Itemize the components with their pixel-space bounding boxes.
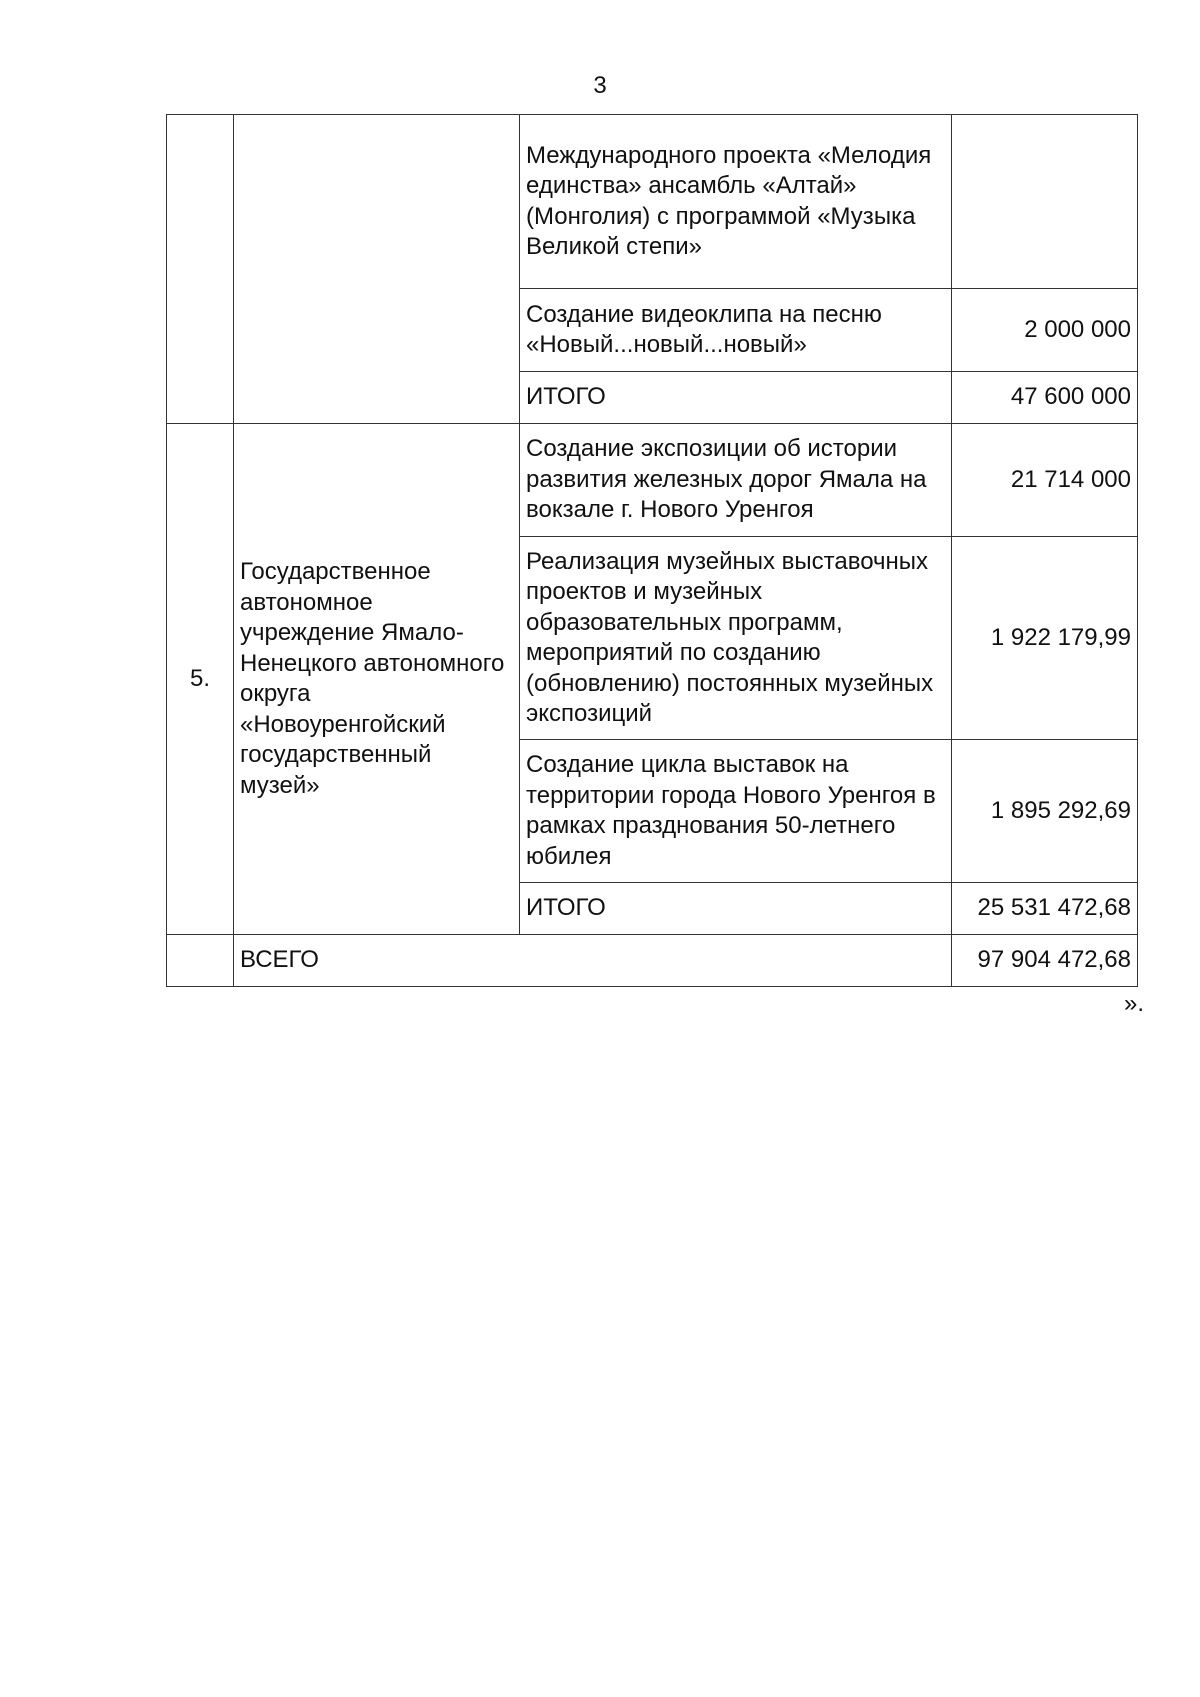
amount-cell: 21 714 000	[952, 424, 1138, 537]
subtotal-label: ИТОГО	[520, 372, 952, 424]
subtotal-amount: 25 531 472,68	[952, 883, 1138, 935]
subtotal-label: ИТОГО	[520, 883, 952, 935]
grand-total-label: ВСЕГО	[234, 935, 952, 987]
organization-cell	[234, 115, 520, 424]
table-row	[167, 424, 1138, 537]
organization-cell: Государственное автономное учреждение Ямало-Ненецкого автономного округа «Новоуренгойский государственный музей»	[234, 424, 520, 935]
activity-cell: Создание видеоклипа на песню «Новый...новый...новый»	[520, 289, 952, 372]
activity-cell: Реализация музейных выставочных проектов и музейных образовательных программ, мероприятий по созданию (обновлению) постоянных музейных экспозиций	[520, 537, 952, 740]
activity-cell: Создание экспозиции об истории развития железных дорог Ямала на вокзале г. Нового Уренгоя	[520, 424, 952, 537]
number-cell	[167, 935, 234, 987]
grand-total-row	[167, 935, 1138, 987]
page-number: 3	[593, 72, 607, 99]
activity-cell: Создание цикла выставок на территории города Нового Уренгоя в рамках празднования 50-летнего юбилея	[520, 740, 952, 883]
funding-table	[166, 114, 1138, 987]
number-cell: 5.	[167, 424, 234, 935]
amount-cell: 1 895 292,69	[952, 740, 1138, 883]
number-cell	[167, 115, 234, 424]
grand-total-amount: 97 904 472,68	[952, 935, 1138, 987]
subtotal-amount: 47 600 000	[952, 372, 1138, 424]
amount-cell: 2 000 000	[952, 289, 1138, 372]
activity-cell: Международного проекта «Мелодия единства» ансамбль «Алтай» (Монголия) с программой «Музыка Великой степи»	[520, 115, 952, 289]
table-row	[167, 115, 1138, 289]
amount-cell	[952, 115, 1138, 289]
closing-quote-mark: ».	[1124, 990, 1145, 1017]
amount-cell: 1 922 179,99	[952, 537, 1138, 740]
